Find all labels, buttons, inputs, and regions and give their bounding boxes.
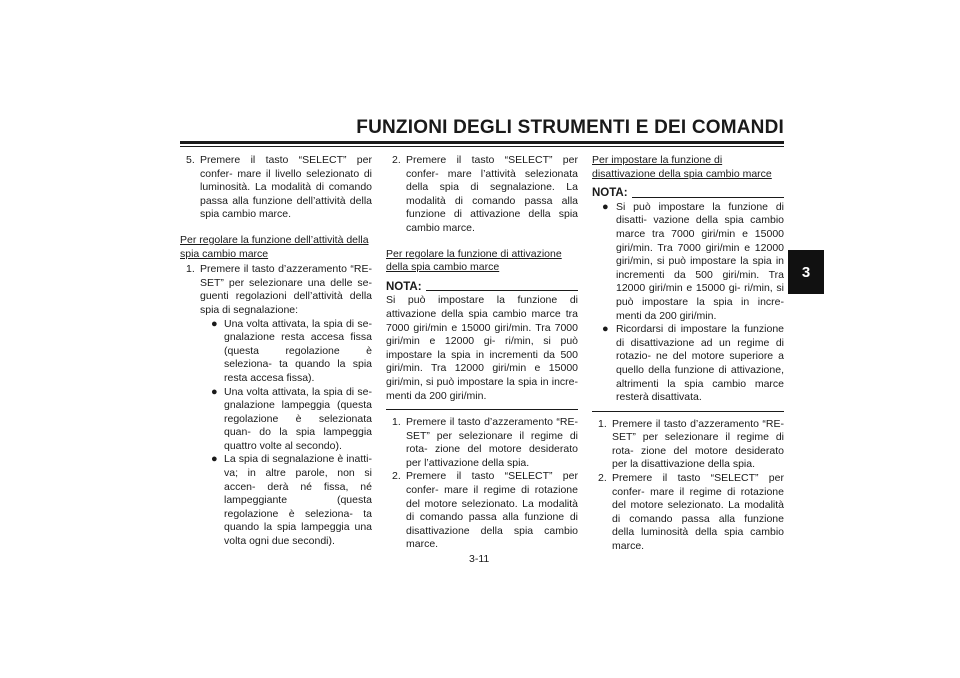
page-title: FUNZIONI DEGLI STRUMENTI E DEI COMANDI — [356, 117, 784, 138]
bullet-icon: ● — [211, 385, 218, 398]
step-1: 1. Premere il tasto d’azzeramento “RE- SET” per selezionare una delle se- guenti regolazioni dell’attività della spia di segnalazione: — [186, 263, 372, 316]
nota-end-rule — [592, 411, 784, 412]
section-heading-deactivation: Per impostare la funzione di disattivazione della spia cambio marce — [592, 154, 772, 180]
column-2 — [386, 154, 578, 552]
step-2: 2. Premere il tasto “SELECT” per confer- mare l’attività selezionata della spia di segnalazione. La modalità di comando passa alla funzione di attivazione della spia cambio marce. — [392, 154, 578, 234]
step-1: 1. Premere il tasto d’azzeramento “RE- SET” per selezionare il regime di rota- zione del motore desiderato per l’attivazione della spia. — [392, 416, 578, 469]
bullet-icon: ● — [211, 453, 218, 466]
nota-list-item: ● Si può impostare la funzione di disatti- vazione della spia cambio marce tra 7000 giri/min e 15000 giri/min. Tra 7000 giri/min e 12000 giri/min, si può impostare la spia in incrementi da 500 giri/min. Tra 12000 giri/min e 15000 gi- ri/min, si può impostare la spia in incre- menti da 200 giri/min. — [602, 200, 784, 322]
page-number: 3-11 — [469, 553, 490, 565]
section-heading-activation: Per regolare la funzione di attivazione della spia cambio marce — [386, 247, 562, 274]
nota-text: Si può impostare la funzione di attivazione della spia cambio marce tra 7000 giri/min e 15000 giri/min. Tra 7000 giri/min e 12000 gi- ri/min, si può impostare la spia in incrementi da 500 giri/min. Tra 12000 giri/min e 15000 giri/min, si può impostare la spia in incre- menti da 200 giri/min. — [386, 294, 578, 402]
bullet-icon: ● — [602, 200, 609, 213]
title-rule — [180, 141, 784, 144]
list-item: ● La spia di segnalazione è inatti- va; in altre parole, non si accen- derà né fissa, né lampeggiante (questa regolazione è seleziona- ta quando la spia lampeggia una volta ogni due secondi). — [211, 453, 372, 548]
title-rule-thin — [180, 146, 784, 147]
bullet-icon: ● — [602, 323, 609, 336]
step-1: 1. Premere il tasto d’azzeramento “RE- SET” per selezionare il regime di rota- zione del motore desiderato per la disattivazione della spia. — [598, 417, 784, 471]
nota-list-item: ● Ricordarsi di impostare la funzione di disattivazione ad un regime di rotazio- ne del motore superiore a quello della funzione di attivazione, altrimenti la spia cambio marce resterà disattivata. — [602, 323, 784, 404]
column-1 — [180, 154, 372, 549]
bullet-icon: ● — [211, 317, 218, 330]
section-heading-activity: Per regolare la funzione dell’attività della spia cambio marce — [180, 233, 369, 260]
nota-header: NOTA: — [592, 187, 784, 201]
list-item: ● Una volta attivata, la spia di se- gnalazione lampeggia (questa regolazione è selezionata quan- do la spia lampeggia quattro volte al secondo). — [211, 385, 372, 452]
step-2: 2. Premere il tasto “SELECT” per confer- mare il regime di rotazione del motore selezionato. La modalità di comando passa alla funzione della luminosità della spia cambio marce. — [598, 472, 784, 553]
column-3 — [592, 154, 784, 554]
nota-end-rule — [386, 409, 578, 410]
step-5: 5. Premere il tasto “SELECT” per confer- mare il livello selezionato di luminosità. La modalità di comando passa alla funzione dell’attività della spia cambio marce. — [186, 154, 372, 221]
chapter-tab: 3 — [788, 250, 824, 294]
list-item: ● Una volta attivata, la spia di se- gnalazione resta accesa fissa (questa regolazione è seleziona- ta quando la spia resta accesa fissa). — [211, 317, 372, 384]
nota-header: NOTA: — [386, 281, 578, 295]
step-2: 2. Premere il tasto “SELECT” per confer- mare il regime di rotazione del motore selezionato. La modalità di comando passa alla funzione di disattivazione della spia cambio marce. — [392, 470, 578, 551]
